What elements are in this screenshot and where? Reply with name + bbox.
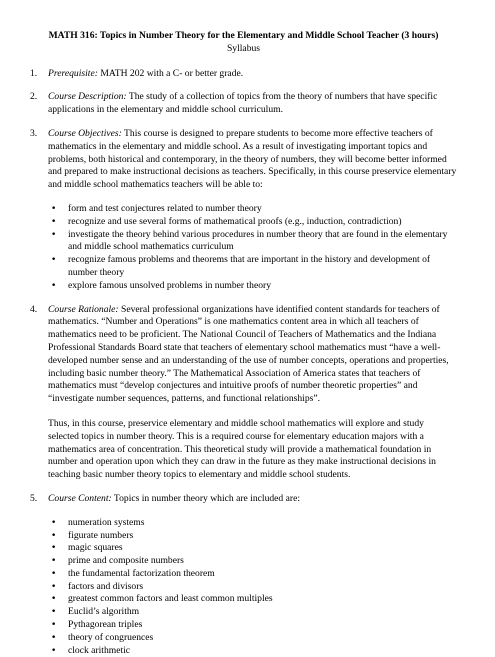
section-label: Course Description: (48, 91, 127, 103)
list-item (48, 280, 457, 293)
section-label: Course Content: (48, 492, 112, 504)
section-paragraph (48, 68, 457, 81)
bullet-icon (48, 606, 68, 619)
bullet-icon (48, 619, 68, 632)
bullet-icon (48, 203, 68, 216)
section-label: Course Rationale: (48, 303, 119, 315)
list-item (48, 645, 457, 657)
section-body (48, 91, 457, 117)
list-item (48, 606, 457, 619)
section-body (48, 128, 457, 293)
list-item (48, 203, 457, 216)
list-item (48, 517, 457, 530)
bullet-icon (48, 632, 68, 645)
section-course-rationale (30, 304, 457, 482)
section-text: Topics in number theory which are included are: (111, 492, 301, 504)
bullet-icon (48, 530, 68, 543)
list-item (48, 555, 457, 568)
list-item-text: magic squares (68, 542, 123, 554)
section-number: 4. (30, 303, 38, 315)
list-item-text: Pythagorean triples (68, 619, 143, 631)
list-item-text: Euclid’s algorithm (68, 606, 140, 618)
list-item-text: recognize and use several forms of mathematical proofs (e.g., induction, contradiction) (68, 215, 402, 227)
section-course-content (30, 493, 457, 657)
list-item-text: greatest common factors and least common multiples (68, 593, 273, 605)
list-item (48, 229, 457, 255)
bullet-icon (48, 568, 68, 581)
list-item-text: clock arithmetic (68, 644, 131, 656)
section-text: MATH 202 with a C- or better grade. (97, 67, 244, 79)
list-item-text: theory of congruences (68, 631, 154, 643)
list-item-text: explore famous unsolved problems in number theory (68, 279, 272, 291)
list-item-text: figurate numbers (68, 529, 134, 541)
bullet-icon (48, 555, 68, 568)
list-item (48, 542, 457, 555)
section-label: Course Objectives: (48, 127, 122, 139)
list-item (48, 632, 457, 645)
bullet-icon (48, 581, 68, 594)
topics-list (48, 517, 457, 657)
section-text: Several professional organizations have identified content standards for teachers of mathematics. “Number and Operations” is one mathematics content area in which all teachers of mathematics need to be proficient. The National Council of Teachers of Mathematics and the Indiana Professional Standards Board state that teachers of elementary school mathematics must “have a well-developed number sense and an understanding of the use of number concepts, operations and properties, including basic number theory.” The Mathematical Association of America states that teachers of mathematics must “develop conjectures and intuitive proofs of number theoretic properties” and “investigate number sequences, patterns, and functional relationships”. (48, 303, 449, 405)
list-item-text: recognize famous problems and theorems that are important in the history and development of number theory (68, 254, 431, 278)
section-body (48, 68, 457, 81)
list-item-text: the fundamental factorization theorem (68, 567, 215, 579)
list-item-text: prime and composite numbers (68, 555, 184, 567)
section-number: 5. (30, 492, 38, 504)
list-item (48, 254, 457, 280)
section-paragraph (48, 128, 457, 192)
section-paragraph-2: Thus, in this course, preservice elementary and middle school mathematics will explore and study selected topics in number theory. This is a required course for elementary education majors with a mathematics area of concentration. This theoretical study will provide a mathematical foundation in number and operation upon which they can draw in the future as they make instructional decisions in teaching basic number theory topics to elementary and middle school students. (48, 417, 436, 481)
section-body (48, 304, 457, 482)
section-paragraph (48, 91, 457, 117)
document-title: MATH 316: Topics in Number Theory for the Elementary and Middle School Teacher (3 hours) (48, 30, 439, 41)
list-item-text: numeration systems (68, 516, 145, 528)
bullet-icon (48, 216, 68, 229)
list-item-text: factors and divisors (68, 580, 144, 592)
bullet-icon (48, 229, 68, 255)
section-text: The study of a collection of topics from the theory of numbers that have specific applications in the elementary and middle school curriculum. (48, 91, 438, 116)
section-course-description (30, 91, 457, 117)
section-body (48, 493, 457, 657)
objectives-list (48, 203, 457, 293)
list-item (48, 593, 457, 606)
list-item (48, 619, 457, 632)
section-label: Prerequisite: (48, 67, 98, 79)
section-course-objectives (30, 128, 457, 293)
section-number: 3. (30, 127, 38, 139)
section-number: 2. (30, 91, 38, 103)
bullet-icon (48, 542, 68, 555)
section-paragraph (48, 493, 457, 506)
section-text: This course is designed to prepare students to become more effective teachers of mathematics in the elementary and middle school. As a result of investigating important topics and problems, both historical and contemporary, in the theory of numbers, they will become better informed and prepared to make instructional decisions as teachers. Specifically, in this course preservice elementary and middle school mathematics teachers will be able to: (48, 127, 457, 191)
document-subtitle: Syllabus (226, 42, 261, 54)
section-paragraph (48, 304, 457, 406)
bullet-icon (48, 254, 68, 280)
list-item-text: form and test conjectures related to number theory (68, 202, 262, 214)
list-item (48, 530, 457, 543)
list-item (48, 216, 457, 229)
bullet-icon (48, 517, 68, 530)
bullet-icon (48, 280, 68, 293)
list-item (48, 568, 457, 581)
list-item (48, 581, 457, 594)
bullet-icon (48, 645, 68, 657)
bullet-icon (48, 593, 68, 606)
list-item-text: investigate the theory behind various procedures in number theory that are found in the elementary and middle school mathematics curriculum (68, 228, 448, 253)
section-number: 1. (30, 67, 38, 79)
section-prerequisite (30, 68, 457, 81)
